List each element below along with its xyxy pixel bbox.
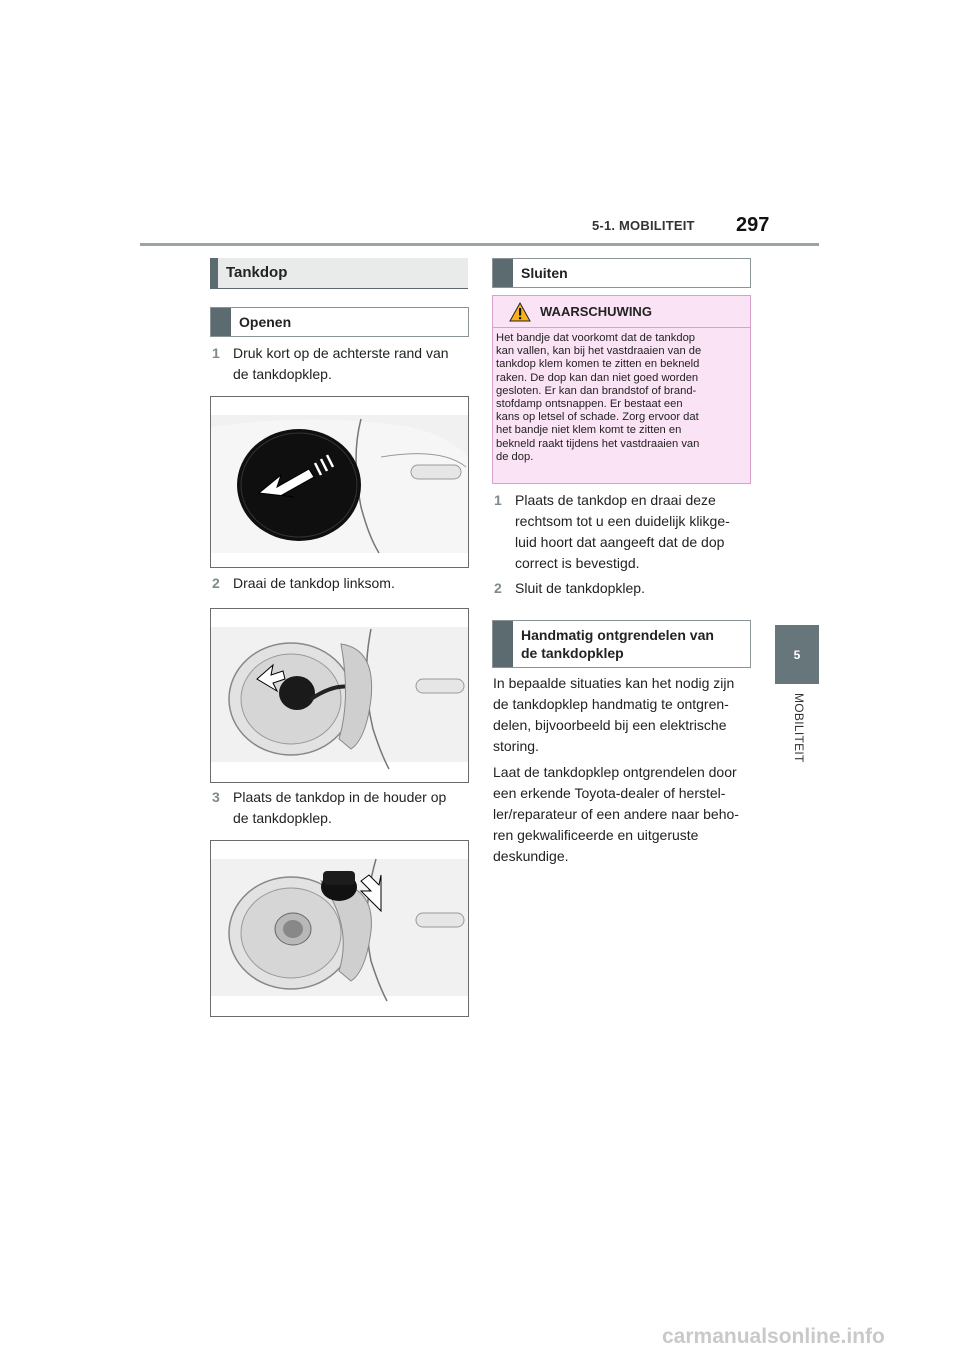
warning-line: bekneld raakt tijdens het vastdraaien van — [496, 437, 700, 450]
step-line: Plaats de tankdop en draai deze — [515, 492, 716, 508]
step-line: rechtsom tot u een duidelijk klikge- — [515, 513, 730, 529]
heading-tankdop — [210, 258, 468, 289]
paragraph-line: ler/reparateur of een andere naar beho- — [493, 806, 739, 822]
warning-line: kans op letsel of schade. Zorg ervoor dat — [496, 411, 699, 424]
warning-header — [493, 296, 750, 328]
illustration-cap-in-holder — [211, 841, 468, 1016]
paragraph-line: een erkende Toyota-dealer of herstel- — [493, 785, 726, 801]
chapter-number: 5 — [793, 647, 801, 662]
warning-triangle-icon — [509, 302, 531, 322]
step-1 — [212, 343, 472, 387]
subheading-bar — [493, 621, 513, 667]
page-number: 297 — [736, 214, 770, 236]
chapter-tab[interactable] — [775, 625, 819, 684]
paragraph-line: de tankdopklep handmatig te ontgren- — [493, 696, 729, 712]
heading-bar — [210, 258, 218, 288]
step-text — [515, 490, 730, 574]
paragraph-dealer — [493, 762, 758, 867]
paragraph-line: deskundige. — [493, 848, 569, 864]
figure-turn-cap — [210, 608, 469, 783]
subheading-line: de tankdopklep — [521, 645, 624, 661]
watermark[interactable]: carmanualsonline.info — [662, 1325, 885, 1348]
step-text — [233, 343, 449, 385]
warning-line: raken. De dop kan dan niet goed worden — [496, 371, 699, 384]
paragraph-line: Laat de tankdopklep ontgrendelen door — [493, 764, 737, 780]
close-step-1 — [494, 490, 756, 576]
subheading-openen — [210, 307, 469, 337]
paragraph-line: delen, bijvoorbeeld bij een elektrische — [493, 717, 727, 733]
warning-line: kan vallen, kan bij het vastdraaien van de — [496, 345, 702, 358]
step-line: Plaats de tankdop in de houder op — [233, 789, 447, 805]
step-line: Sluit de tankdopklep. — [515, 580, 645, 596]
step-text — [233, 787, 446, 829]
subheading-handmatig — [492, 620, 751, 668]
subheading-text: Openen — [239, 314, 292, 330]
warning-line: stofdamp ontsnappen. Er bestaat een — [496, 398, 683, 411]
paragraph-manual-release — [493, 673, 758, 757]
subheading-line: Handmatig ontgrendelen van — [521, 627, 714, 643]
warning-line: gesloten. Er kan dan brandstof of brand- — [496, 384, 697, 397]
figure-cap-holder — [210, 840, 469, 1017]
step-number: 1 — [212, 345, 220, 361]
subheading-bar — [211, 308, 231, 336]
paragraph-line: In bepaalde situaties kan het nodig zijn — [493, 675, 735, 691]
step-line: de tankdopklep. — [233, 366, 332, 382]
step-text — [233, 573, 395, 594]
step-line: correct is bevestigd. — [515, 555, 640, 571]
warning-line: tankdop klem komen te zitten en bekneld — [496, 358, 700, 371]
step-text — [515, 578, 645, 599]
heading-text: Tankdop — [226, 264, 288, 281]
step-number: 2 — [212, 575, 220, 591]
warning-line: de dop. — [496, 450, 534, 463]
subheading-text — [521, 626, 714, 662]
close-step-2 — [494, 578, 756, 600]
paragraph-line: ren gekwalificeerde en uitgeruste — [493, 827, 699, 843]
header-rule — [140, 243, 819, 246]
step-3 — [212, 787, 472, 831]
paragraph-line: storing. — [493, 738, 539, 754]
chapter-label-text: MOBILITEIT — [792, 693, 806, 763]
step-line: luid hoort dat aangeeft dat de dop — [515, 534, 725, 550]
step-2 — [212, 573, 472, 595]
step-line: de tankdopklep. — [233, 810, 332, 826]
warning-text — [496, 332, 746, 464]
subheading-text: Sluiten — [521, 265, 568, 281]
chapter-label — [790, 693, 806, 783]
illustration-turn-cap — [211, 609, 468, 782]
warning-title: WAARSCHUWING — [540, 304, 652, 319]
warning-line: het bandje niet klem komt te zitten en — [496, 424, 682, 437]
section-title: 5-1. MOBILITEIT — [592, 218, 695, 233]
subheading-bar — [493, 259, 513, 287]
step-number: 3 — [212, 789, 220, 805]
step-number: 2 — [494, 580, 502, 596]
illustration-fuel-flap-press — [211, 397, 468, 567]
step-line: Draai de tankdop linksom. — [233, 575, 395, 591]
subheading-sluiten — [492, 258, 751, 288]
warning-line: Het bandje dat voorkomt dat de tankdop — [496, 332, 696, 344]
warning-box — [492, 295, 751, 484]
figure-press-flap — [210, 396, 469, 568]
step-number: 1 — [494, 492, 502, 508]
step-line: Druk kort op de achterste rand van — [233, 345, 449, 361]
